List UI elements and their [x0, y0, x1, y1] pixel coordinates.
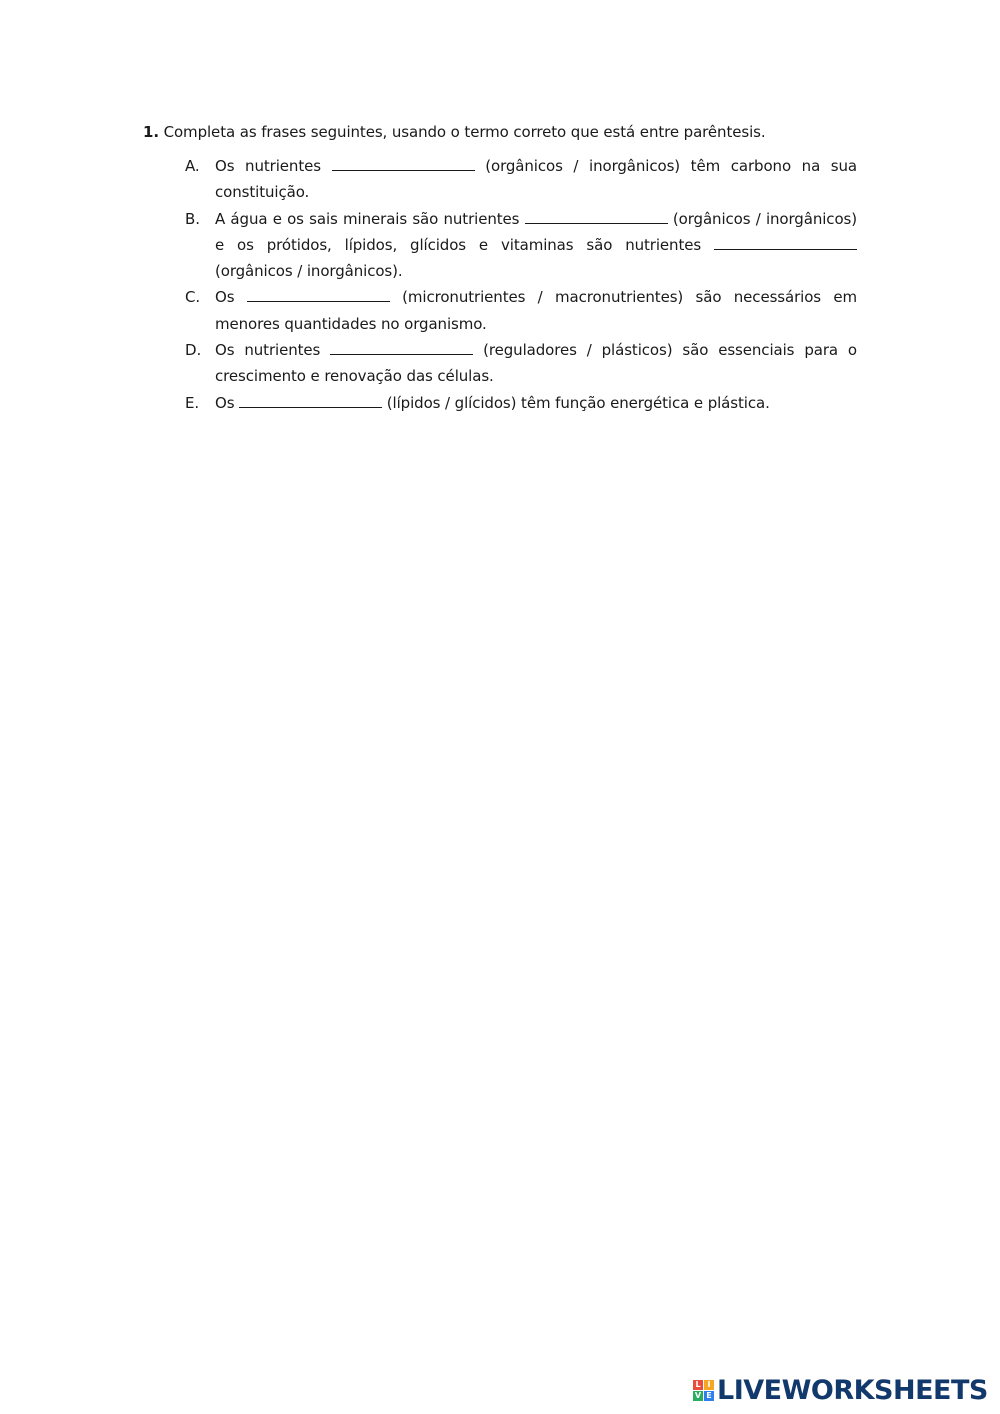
answer-blank[interactable] [330, 340, 473, 355]
logo-mark-i: I [704, 1380, 714, 1390]
item-text-after: (lípidos / glícidos) têm função energética e plástica. [386, 393, 770, 412]
logo-text: LIVEWORKSHEETS [717, 1374, 988, 1406]
item-text-before: A água e os sais minerais são nutrientes [215, 209, 520, 228]
item-text-after: (reguladores / plásticos) são essenciais para o crescimento e renovação das células. [215, 341, 857, 386]
item-text-before: Os [215, 393, 235, 412]
item-letter: B. [185, 209, 200, 228]
sentence-item-c [185, 284, 857, 337]
answer-blank[interactable] [247, 287, 390, 302]
answer-blank[interactable] [525, 209, 668, 224]
item-text-before: Os nutrientes [215, 341, 321, 360]
answer-blank[interactable] [239, 393, 382, 408]
item-letter: C. [185, 288, 201, 307]
logo-mark-icon [693, 1380, 714, 1401]
item-text-middle: (orgânicos / inorgânicos) e os prótidos, lípidos, glícidos e vitaminas são nutrientes [215, 209, 857, 254]
sentence-item-d [185, 337, 857, 390]
sentence-item-b [185, 206, 857, 285]
sentence-list [185, 153, 857, 416]
item-letter: A. [185, 157, 200, 175]
item-text-before: Os [215, 288, 235, 307]
item-text-after: (orgânicos / inorgânicos) têm carbono na sua constituição. [215, 157, 858, 202]
logo-mark-l: L [693, 1380, 703, 1390]
logo-mark-v: V [694, 1390, 702, 1400]
question-number: 1. [143, 123, 159, 141]
item-text-after: (micronutrientes / macronutrientes) são necessários em menores quantidades no organismo. [215, 288, 858, 333]
answer-blank[interactable] [332, 156, 475, 171]
item-body [215, 390, 857, 416]
item-body [215, 153, 857, 206]
sentence-item-e [185, 390, 857, 416]
item-body [215, 337, 857, 390]
logo-mark-e: E [704, 1391, 714, 1401]
sentence-item-a [185, 153, 857, 206]
liveworksheets-logo [693, 1375, 988, 1405]
item-text-before: Os nutrientes [215, 157, 321, 175]
item-body [215, 206, 857, 285]
item-letter: D. [185, 341, 202, 360]
item-body [215, 284, 857, 337]
item-letter: E. [185, 393, 200, 412]
question-text: Completa as frases seguintes, usando o termo correto que está entre parêntesis. [163, 123, 766, 141]
answer-blank[interactable] [714, 235, 857, 250]
item-text-after: (orgânicos / inorgânicos). [215, 262, 403, 281]
question-prompt [143, 119, 863, 145]
